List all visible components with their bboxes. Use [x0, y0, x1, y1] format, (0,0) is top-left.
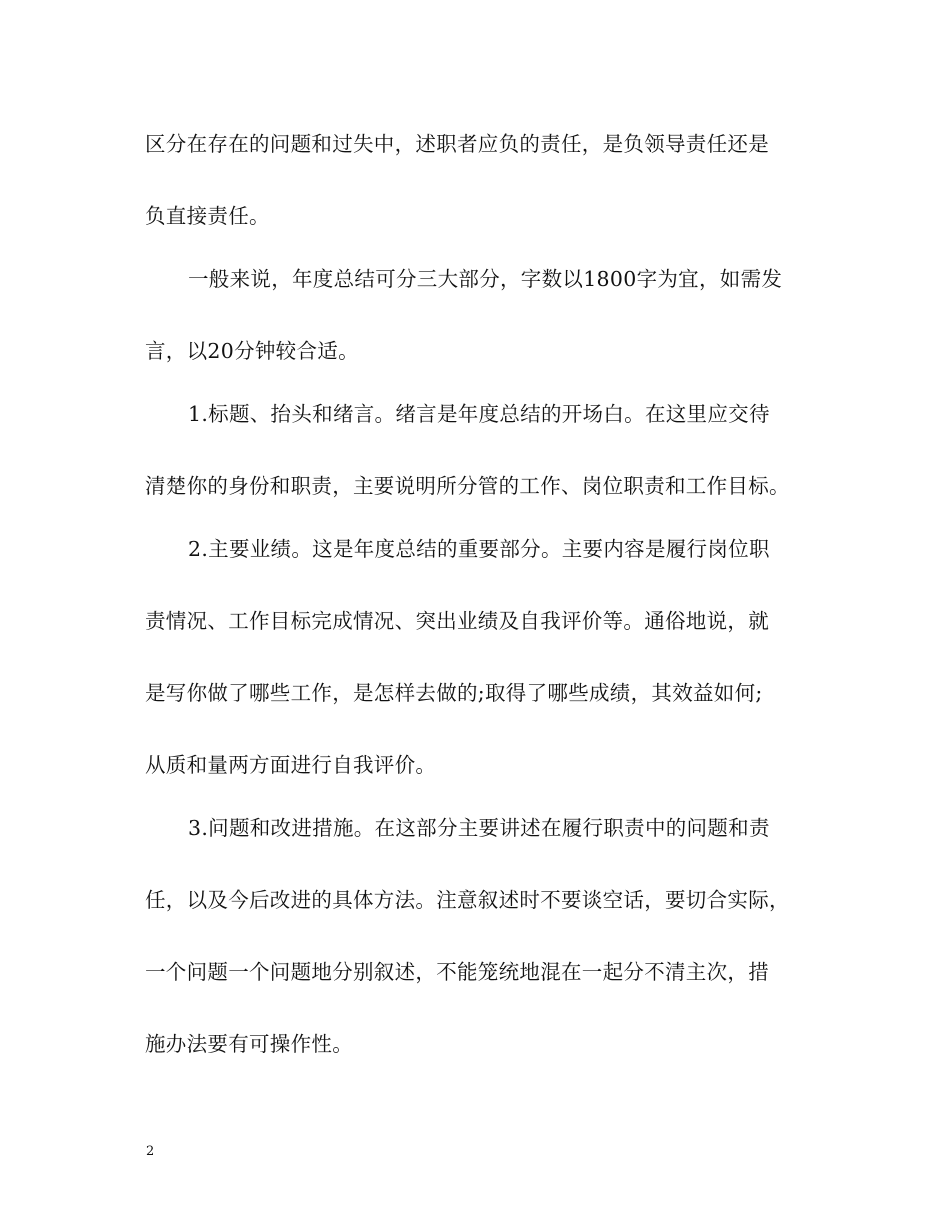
text-line-3: 一般来说，年度总结可分三大部分，字数以1800字为宜，如需发 [188, 267, 783, 291]
text-line-5: 1.标题、抬头和绪言。绪言是年度总结的开场白。在这里应交待 [188, 402, 770, 426]
text-line-7: 2.主要业绩。这是年度总结的重要部分。主要内容是履行岗位职 [188, 537, 770, 561]
text-line-1: 区分在存在的问题和过失中，述职者应负的责任，是负领导责任还是 [145, 132, 769, 156]
text-line-14: 施办法要有可操作性。 [145, 1032, 353, 1056]
text-line-11: 3.问题和改进措施。在这部分主要讲述在履行职责中的问题和责 [188, 816, 770, 840]
text-line-6: 清楚你的身份和职责，主要说明所分管的工作、岗位职责和工作目标。 [145, 474, 790, 498]
text-line-2: 负直接责任。 [145, 204, 270, 228]
text-line-9: 是写你做了哪些工作，是怎样去做的;取得了哪些成绩，其效益如何; [145, 681, 763, 705]
text-line-8: 责情况、工作目标完成情况、突出业绩及自我评价等。通俗地说，就 [145, 609, 769, 633]
text-line-12: 任，以及今后改进的具体方法。注意叙述时不要谈空话，要切合实际， [145, 888, 790, 912]
page-number: 2 [146, 1144, 155, 1159]
text-line-13: 一个问题一个问题地分别叙述，不能笼统地混在一起分不清主次，措 [145, 960, 769, 984]
text-line-4: 言，以20分钟较合适。 [145, 339, 359, 363]
text-line-10: 从质和量两方面进行自我评价。 [145, 753, 437, 777]
